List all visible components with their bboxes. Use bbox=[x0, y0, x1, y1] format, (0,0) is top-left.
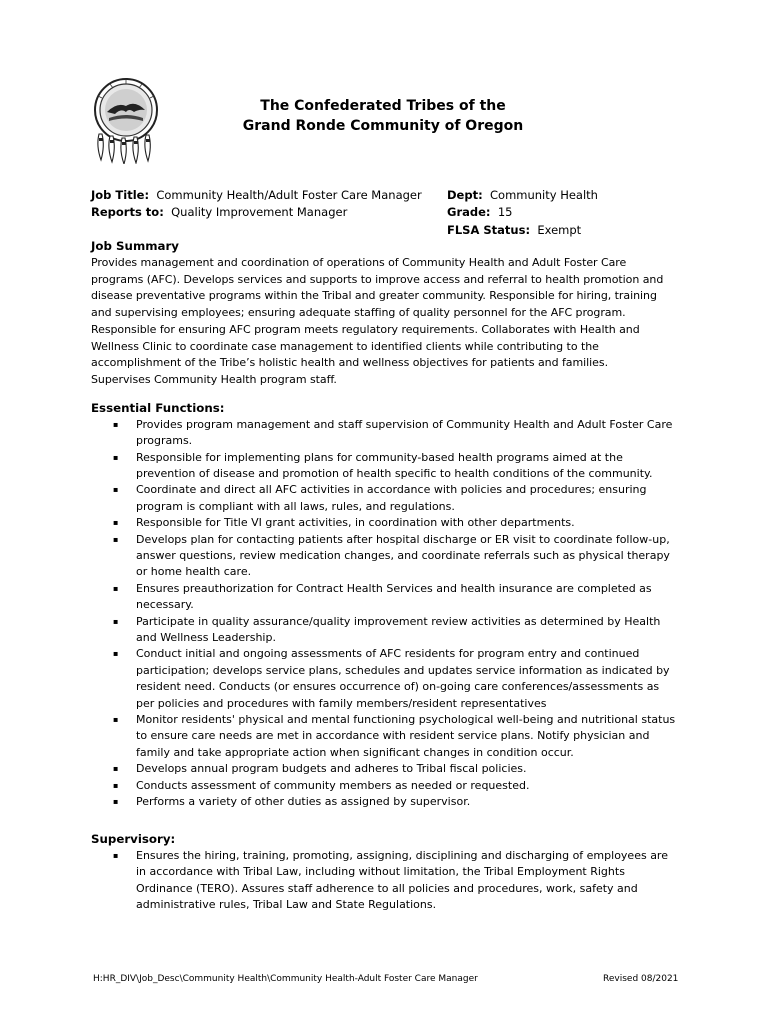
list-item bbox=[91, 450, 682, 483]
list-item-line: Develops annual program budgets and adheres to Tribal fiscal policies. bbox=[136, 762, 527, 776]
list-item-line: in accordance with Tribal Law, including without limitation, the Tribal Employment Rights bbox=[136, 865, 625, 879]
list-item-line: Responsible for Title VI grant activities, in coordination with other departments. bbox=[136, 516, 575, 530]
list-item bbox=[91, 646, 682, 712]
list-item-line: answer questions, review medication changes, and coordinate referrals such as physical therapy bbox=[136, 548, 670, 562]
bullet-icon: ▪ bbox=[113, 485, 119, 495]
document-title bbox=[183, 96, 583, 136]
grade-value: 15 bbox=[497, 205, 513, 220]
list-item bbox=[91, 848, 682, 914]
supervisory-section bbox=[91, 831, 691, 913]
supervisory-list bbox=[91, 848, 691, 914]
list-item bbox=[91, 761, 682, 777]
job-title-value: Community Health/Adult Foster Care Manager bbox=[156, 188, 422, 202]
job-summary-section bbox=[91, 238, 691, 389]
summary-line: programs (AFC). Develops services and supports to improve access and referral to health promotion and bbox=[91, 272, 664, 286]
list-item bbox=[91, 794, 682, 810]
list-item-line: or home health care. bbox=[136, 565, 252, 579]
bullet-icon: ▪ bbox=[113, 583, 119, 593]
tribal-seal-icon bbox=[89, 76, 163, 164]
list-item bbox=[91, 581, 682, 614]
flsa-status-label: FLSA Status: bbox=[447, 222, 531, 237]
title-line-1: The Confederated Tribes of the bbox=[260, 98, 506, 114]
bullet-icon: ▪ bbox=[113, 764, 119, 774]
list-item-line: program is compliant with all laws, rules, and regulations. bbox=[136, 499, 455, 513]
job-title-label: Job Title: bbox=[91, 188, 150, 202]
bullet-icon: ▪ bbox=[113, 715, 119, 725]
list-item-line: Ensures the hiring, training, promoting, assigning, disciplining and discharging of employees are bbox=[136, 848, 668, 862]
list-item-line: administrative rules, Tribal Law and State Regulations. bbox=[136, 897, 437, 911]
flsa-status-value: Exempt bbox=[537, 222, 582, 237]
essential-functions-heading: Essential Functions: bbox=[91, 401, 225, 415]
dept-label: Dept: bbox=[447, 188, 483, 202]
summary-line: disease preventative programs within the Tribal and greater community. Responsible for hiring, training bbox=[91, 289, 657, 303]
bullet-icon: ▪ bbox=[113, 419, 119, 429]
list-item-line: and Wellness Leadership. bbox=[136, 630, 276, 644]
list-item bbox=[91, 417, 682, 450]
bullet-icon: ▪ bbox=[113, 518, 119, 528]
job-info-left bbox=[91, 187, 422, 222]
essential-functions-list bbox=[91, 417, 691, 811]
list-item-line: resident need. Conducts (or ensures occurrence of) on-going care conferences/assessments as bbox=[136, 680, 660, 694]
summary-line: Provides management and coordination of operations of Community Health and Adult Foster Care bbox=[91, 255, 627, 269]
job-summary-text bbox=[91, 255, 691, 389]
footer-file-path: H:HR_DIV\Job_Desc\Community Health\Community Health-Adult Foster Care Manager bbox=[93, 974, 478, 984]
bullet-icon: ▪ bbox=[113, 780, 119, 790]
supervisory-heading: Supervisory: bbox=[91, 832, 176, 846]
summary-line: Supervises Community Health program staff. bbox=[91, 373, 337, 387]
job-info-right bbox=[447, 187, 598, 239]
list-item-line: Ordinance (TERO). Assures staff adherence to all policies and procedures, work, safety and bbox=[136, 881, 638, 895]
list-item-line: prevention of disease and promotion of health specific to health conditions of the community. bbox=[136, 466, 653, 480]
list-item-line: Performs a variety of other duties as assigned by supervisor. bbox=[136, 795, 471, 809]
reports-to-value: Quality Improvement Manager bbox=[171, 205, 348, 220]
list-item-line: necessary. bbox=[136, 598, 194, 612]
bullet-icon: ▪ bbox=[113, 649, 119, 659]
list-item-line: Coordinate and direct all AFC activities in accordance with policies and procedures; ensuring bbox=[136, 483, 647, 497]
summary-line: Wellness Clinic to coordinate case management to identified clients while contributing to the bbox=[91, 339, 599, 353]
list-item-line: family and take appropriate action when significant changes in condition occur. bbox=[136, 745, 574, 759]
list-item-line: programs. bbox=[136, 434, 193, 448]
bullet-icon: ▪ bbox=[113, 850, 119, 860]
footer-revised-date: Revised 08/2021 bbox=[603, 974, 679, 984]
list-item-line: Responsible for implementing plans for community-based health programs aimed at the bbox=[136, 450, 623, 464]
title-line-2: Grand Ronde Community of Oregon bbox=[242, 118, 524, 134]
grade-label: Grade: bbox=[447, 205, 491, 220]
list-item bbox=[91, 778, 682, 794]
essential-functions-section bbox=[91, 400, 691, 810]
list-item-line: Develops plan for contacting patients after hospital discharge or ER visit to coordinate follow-up, bbox=[136, 532, 670, 546]
list-item-line: per policies and procedures with family members/resident representatives bbox=[136, 696, 547, 710]
list-item-line: Provides program management and staff supervision of Community Health and Adult Foster Care bbox=[136, 417, 673, 431]
list-item bbox=[91, 532, 682, 581]
list-item bbox=[91, 515, 682, 531]
list-item bbox=[91, 482, 682, 515]
list-item bbox=[91, 614, 682, 647]
summary-line: and supervising employees; ensuring adequate staffing of quality personnel for the AFC program. bbox=[91, 306, 626, 320]
summary-line: Responsible for ensuring AFC program meets regulatory requirements. Collaborates with Health and bbox=[91, 322, 640, 336]
list-item-line: to ensure care needs are met in accordance with resident service plans. Notify physician and bbox=[136, 729, 650, 743]
dept-value: Community Health bbox=[490, 188, 598, 202]
list-item-line: Conduct initial and ongoing assessments of AFC residents for program entry and continued bbox=[136, 647, 640, 661]
job-summary-heading: Job Summary bbox=[91, 239, 179, 253]
list-item bbox=[91, 712, 682, 761]
reports-to-label: Reports to: bbox=[91, 205, 164, 220]
bullet-icon: ▪ bbox=[113, 797, 119, 807]
list-item-line: Ensures preauthorization for Contract Health Services and health insurance are completed as bbox=[136, 581, 652, 595]
list-item-line: participation; develops service plans, schedules and updates service information as indicated by bbox=[136, 663, 670, 677]
summary-line: accomplishment of the Tribe’s holistic health and wellness objectives for patients and families. bbox=[91, 356, 609, 370]
bullet-icon: ▪ bbox=[113, 452, 119, 462]
list-item-line: Conducts assessment of community members as needed or requested. bbox=[136, 778, 530, 792]
bullet-icon: ▪ bbox=[113, 534, 119, 544]
bullet-icon: ▪ bbox=[113, 616, 119, 626]
list-item-line: Monitor residents' physical and mental functioning psychological well-being and nutritional status bbox=[136, 713, 676, 727]
list-item-line: Participate in quality assurance/quality improvement review activities as determined by Health bbox=[136, 614, 661, 628]
